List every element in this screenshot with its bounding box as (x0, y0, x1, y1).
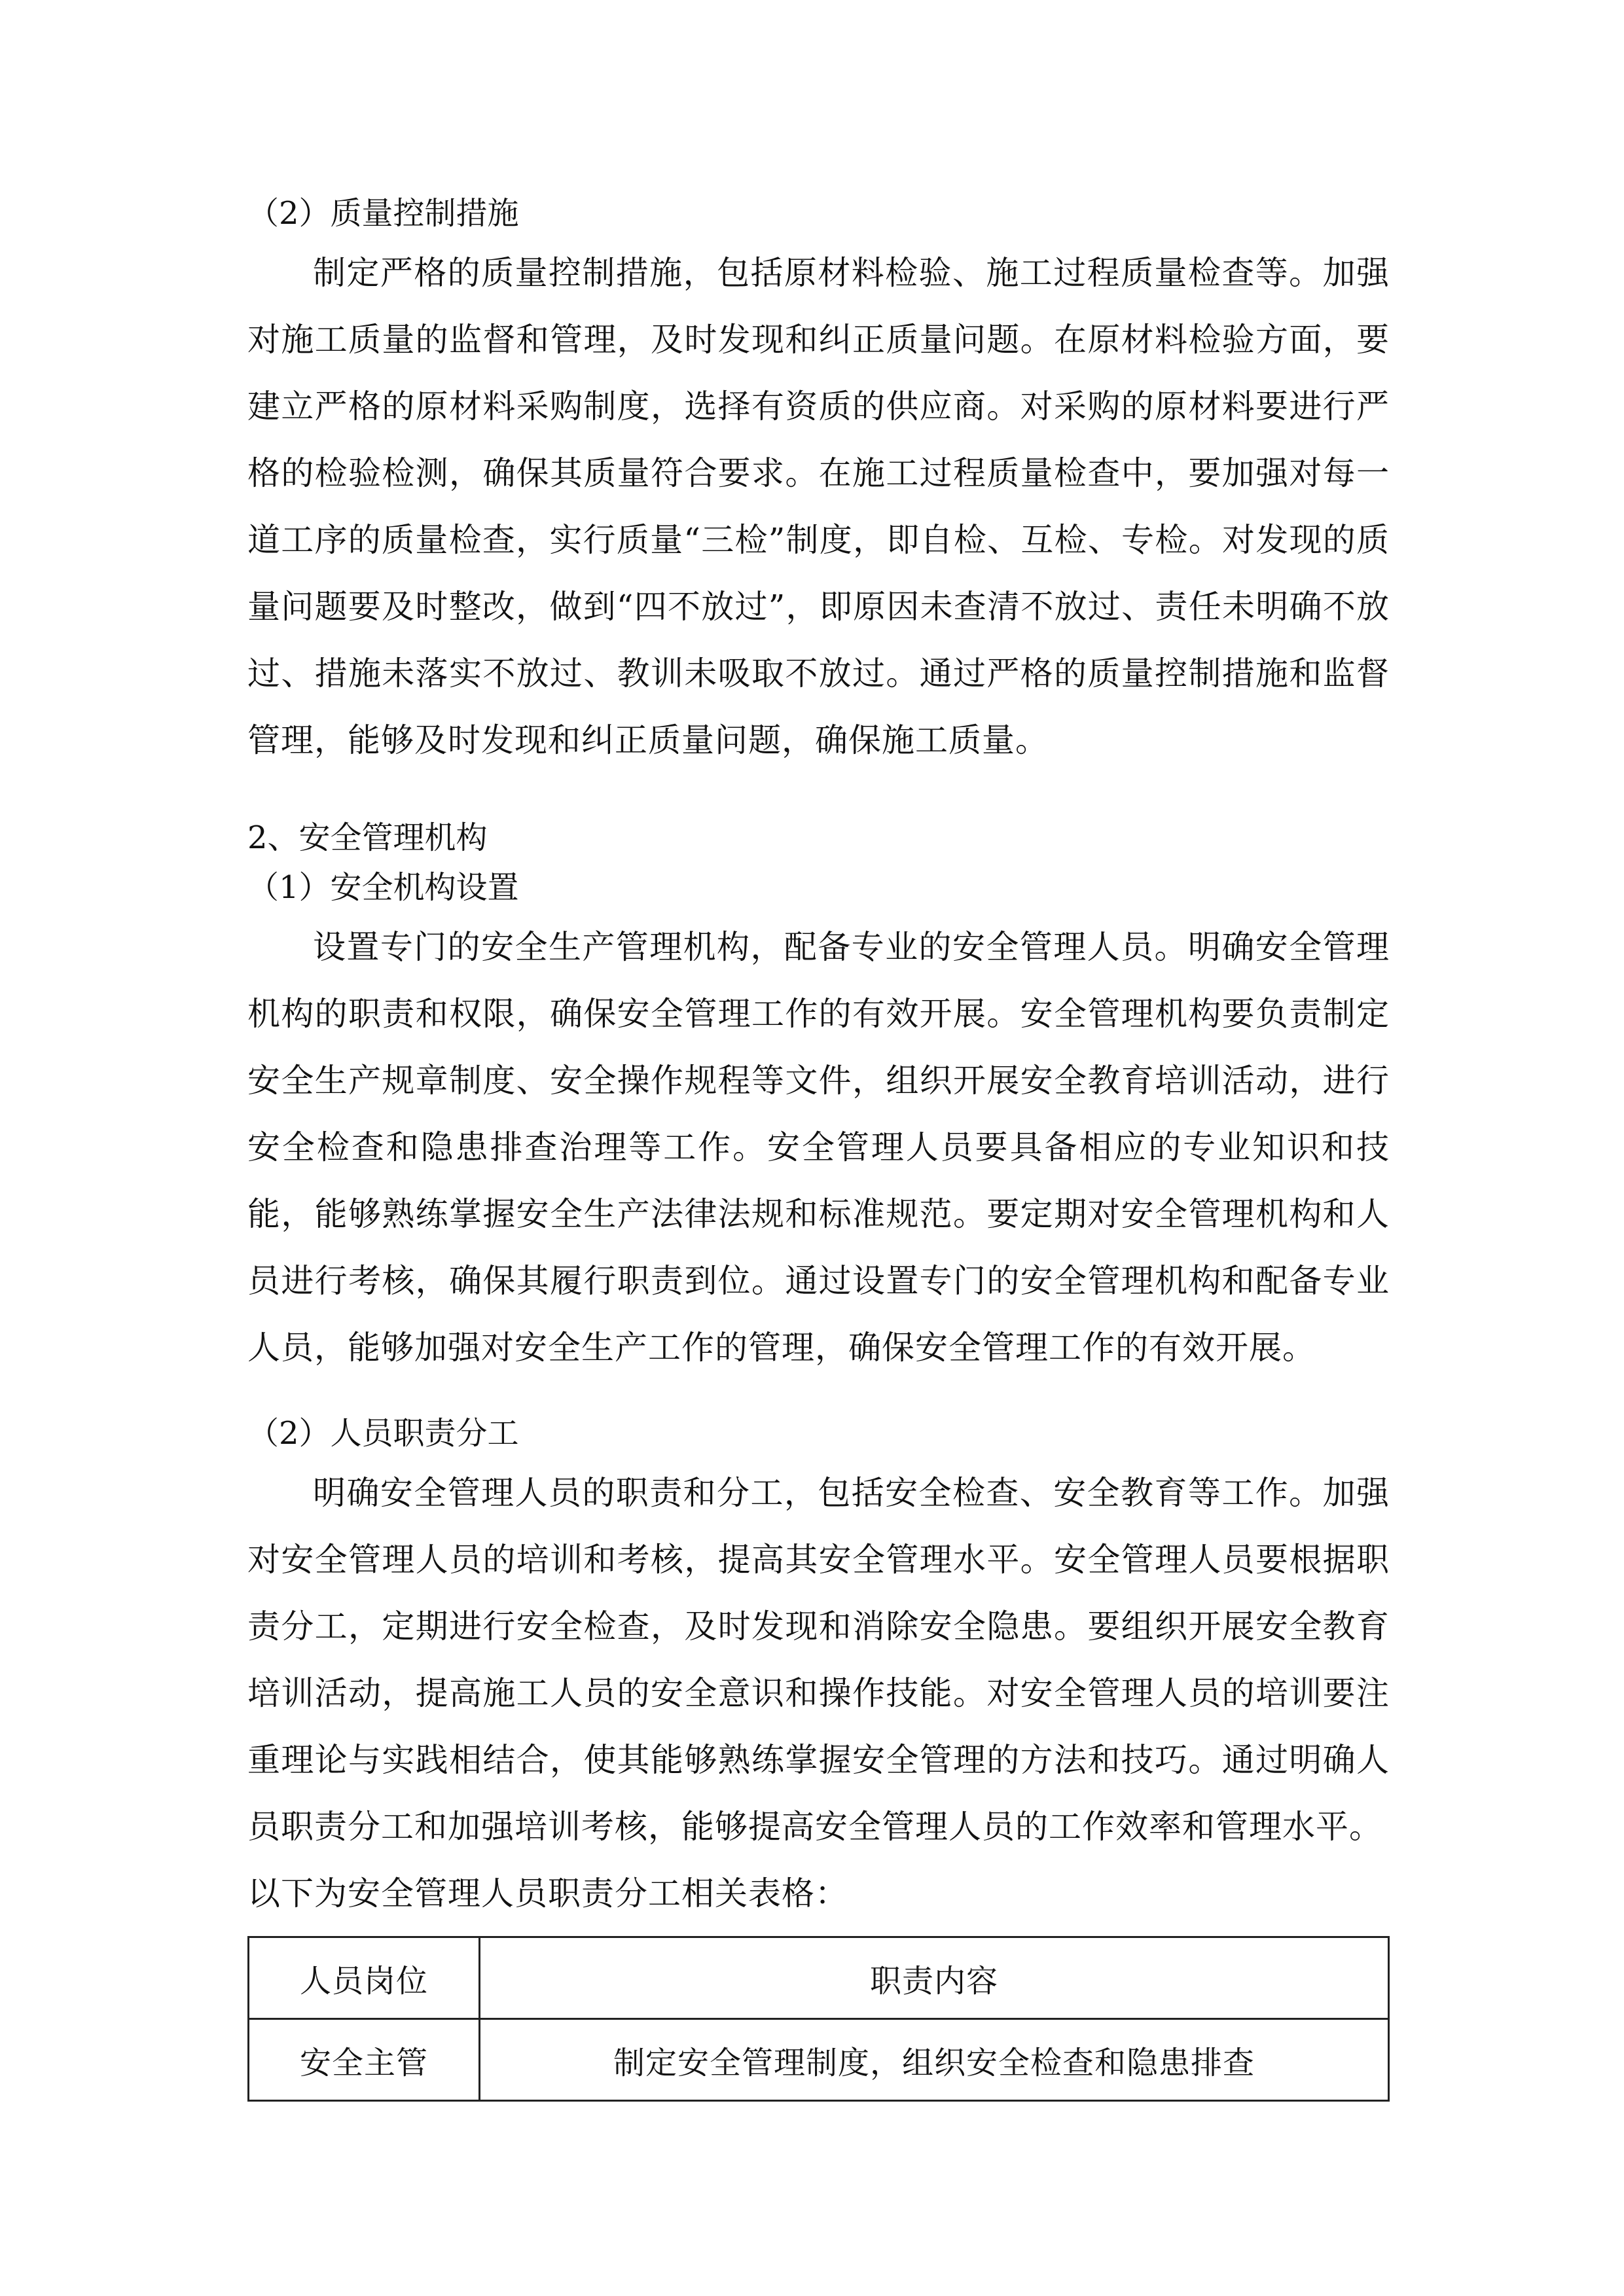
safety-organization-heading: 2、安全管理机构 (247, 819, 488, 856)
table-cell-duties: 制定安全管理制度，组织安全检查和隐患排查 (480, 2019, 1389, 2101)
table-cell-role: 安全主管 (249, 2019, 480, 2101)
document-page (247, 190, 1390, 2102)
quality-control-paragraph: 制定严格的质量控制措施，包括原材料检验、施工过程质量检查等。加强对施工质量的监督和管理，及时发现和纠正质量问题。在原材料检验方面，要建立严格的原材料采购制度，选择有资质的供应商。对采购的原材料要进行严格的检验检测，确保其质量符合要求。在施工过程质量检查中，要加强对每一道工序的质量检查，实行质量“三检”制度，即自检、互检、专检。对发现的质量问题要及时整改，做到“四不放过”，即原因未查清不放过、责任未明确不放过、措施未落实不放过、教训未吸取不放过。通过严格的质量控制措施和监督管理，能够及时发现和纠正质量问题，确保施工质量。 (247, 254, 1390, 759)
safety-setup-heading: （1）安全机构设置 (247, 869, 519, 906)
header-duties: 职责内容 (480, 1937, 1389, 2019)
quality-control-heading: （2）质量控制措施 (247, 195, 519, 232)
table-intro-text: 以下为安全管理人员职责分工相关表格： (247, 1874, 848, 1912)
table-row (249, 2019, 1389, 2101)
duty-table (247, 1936, 1390, 2102)
duty-division-paragraph: 明确安全管理人员的职责和分工，包括安全检查、安全教育等工作。加强对安全管理人员的培训和考核，提高其安全管理水平。安全管理人员要根据职责分工，定期进行安全检查，及时发现和消除安全隐患。要组织开展安全教育培训活动，提高施工人员的安全意识和操作技能。对安全管理人员的培训要注重理论与实践相结合，使其能够熟练掌握安全管理的方法和技巧。通过明确人员职责分工和加强培训考核，能够提高安全管理人员的工作效率和管理水平。 (247, 1474, 1390, 1846)
header-role: 人员岗位 (249, 1937, 480, 2019)
duty-division-heading: （2）人员职责分工 (247, 1415, 519, 1452)
duty-table-header-row (249, 1937, 1389, 2019)
safety-setup-paragraph: 设置专门的安全生产管理机构，配备专业的安全管理人员。明确安全管理机构的职责和权限，确保安全管理工作的有效开展。安全管理机构要负责制定安全生产规章制度、安全操作规程等文件，组织开展安全教育培训活动，进行安全检查和隐患排查治理等工作。安全管理人员要具备相应的专业知识和技能，能够熟练掌握安全生产法律法规和标准规范。要定期对安全管理机构和人员进行考核，确保其履行职责到位。通过设置专门的安全管理机构和配备专业人员，能够加强对安全生产工作的管理，确保安全管理工作的有效开展。 (247, 928, 1390, 1367)
